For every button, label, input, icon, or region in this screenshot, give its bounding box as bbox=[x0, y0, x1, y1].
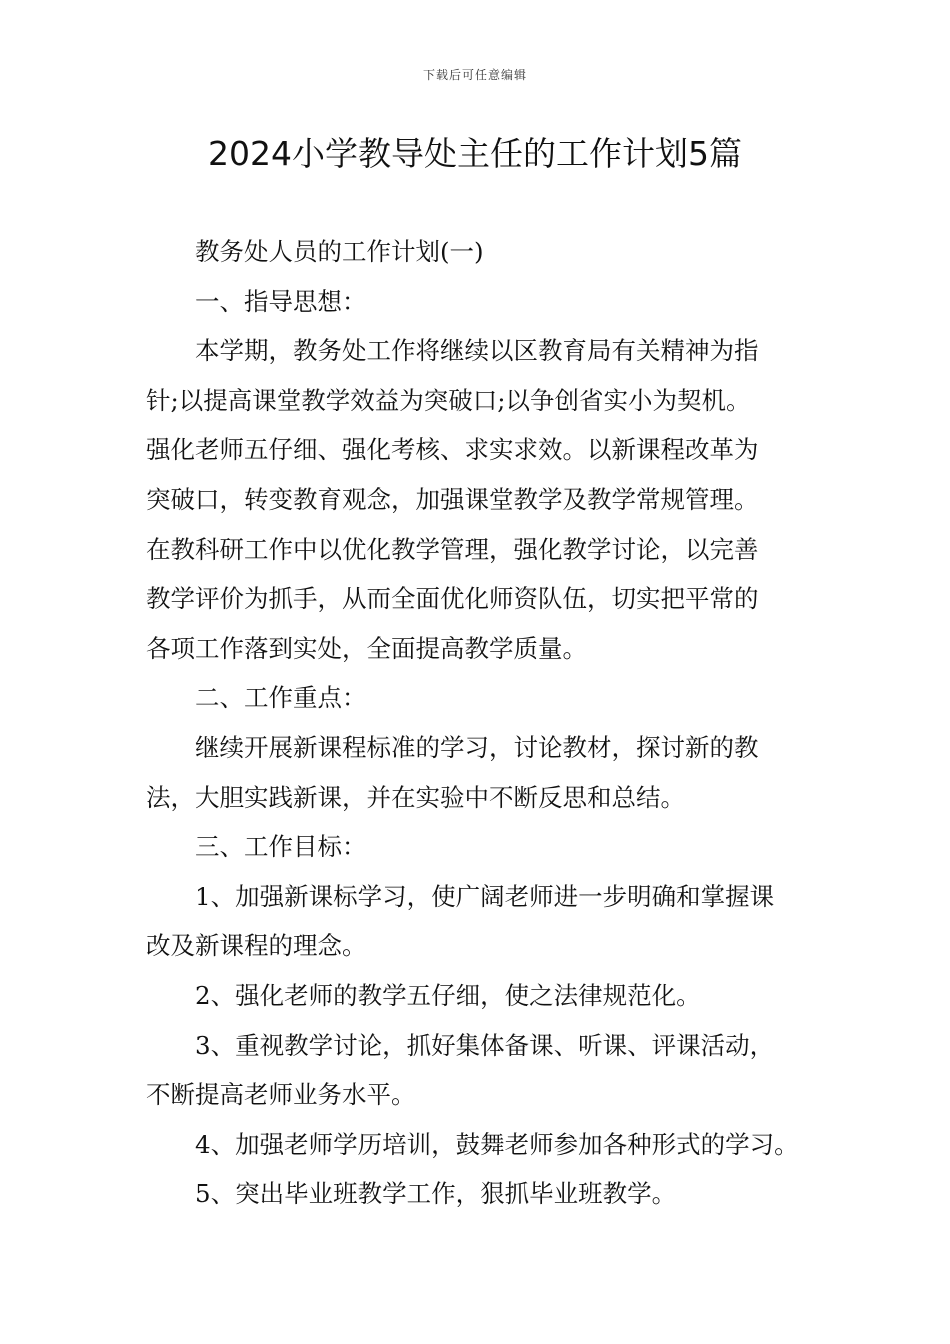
list-item-continued: 不断提高老师业务水平。 bbox=[146, 1080, 416, 1110]
body-line: 法，大胆实践新课，并在实验中不断反思和总结。 bbox=[146, 782, 685, 812]
list-item: 2、强化老师的教学五仔细，使之法律规范化。 bbox=[195, 980, 701, 1010]
list-item-continued: 改及新课程的理念。 bbox=[146, 931, 367, 961]
body-line: 针;以提高课堂教学效益为突破口;以争创省实小为契机。 bbox=[146, 385, 751, 415]
section-heading: 二、工作重点： bbox=[195, 683, 367, 713]
list-item: 5、突出毕业班教学工作，狠抓毕业班教学。 bbox=[195, 1179, 677, 1209]
list-item: 1、加强新课标学习，使广阔老师进一步明确和掌握课 bbox=[195, 881, 775, 911]
document-body bbox=[146, 227, 811, 1219]
list-item: 3、重视教学讨论，抓好集体备课、听课、评课活动， bbox=[195, 1030, 775, 1060]
body-line: 在教科研工作中以优化教学管理，强化教学讨论，以完善 bbox=[146, 534, 759, 564]
body-line: 强化老师五仔细、强化考核、求实求效。以新课程改革为 bbox=[146, 435, 759, 465]
body-line: 教学评价为抓手，从而全面优化师资队伍，切实把平常的 bbox=[146, 584, 759, 614]
body-line: 本学期，教务处工作将继续以区教育局有关精神为指 bbox=[195, 336, 759, 366]
list-item: 4、加强老师学历培训，鼓舞老师参加各种形式的学习。 bbox=[195, 1129, 799, 1159]
document-title: 2024小学教导处主任的工作计划5篇 bbox=[208, 134, 742, 173]
body-line: 各项工作落到实处，全面提高教学质量。 bbox=[146, 633, 587, 663]
body-line: 教务处人员的工作计划(一) bbox=[195, 237, 484, 266]
body-line: 突破口，转变教育观念，加强课堂教学及教学常规管理。 bbox=[146, 484, 759, 514]
body-line: 继续开展新课程标准的学习，讨论教材，探讨新的教 bbox=[195, 732, 759, 762]
section-heading: 三、工作目标： bbox=[195, 832, 367, 862]
header-note: 下载后可任意编辑 bbox=[422, 68, 527, 82]
section-heading: 一、指导思想： bbox=[195, 286, 367, 316]
